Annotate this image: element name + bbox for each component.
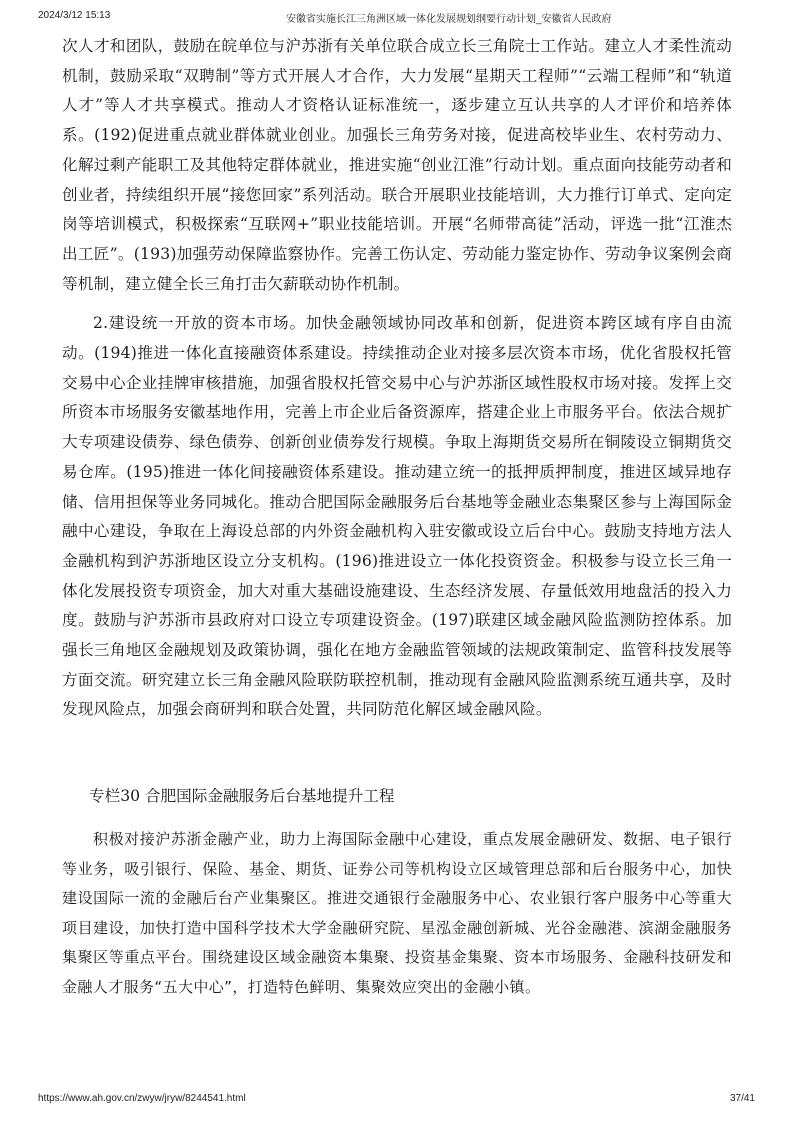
print-footer bbox=[0, 1093, 793, 1109]
page-url: https://www.ah.gov.cn/zwyw/jryw/8244541.html bbox=[38, 1093, 246, 1104]
column-title: 专栏30 合肥国际金融服务后台基地提升工程 bbox=[89, 787, 395, 805]
print-header bbox=[0, 10, 793, 26]
paragraph-talent: 次人才和团队，鼓励在皖单位与沪苏浙有关单位联合成立长三角院士工作站。建立人才柔性流动机制，鼓励采取“双聘制”等方式开展人才合作，大力发展“星期天工程师”“云端工程师”和“轨道人才”等人才共享模式。推动人才资格认证标准统一，逐步建立互认共享的人才评价和培养体系。(192)促进重点就业群体就业创业。加强长三角劳务对接，促进高校毕业生、农村劳动力、化解过剩产能职工及其他特定群体就业，推进实施“创业江淮”行动计划。重点面向技能劳动者和创业者，持续组织开展“接您回家”系列活动。联合开展职业技能培训，大力推行订单式、定向定岗等培训模式，积极探索“互联网+”职业技能培训。开展“名师带高徒”活动，评选一批“江淮杰出工匠”。(193)加强劳动保障监察协作。完善工伤认定、劳动能力鉴定协作、劳动争议案例会商等机制，建立健全长三角打击欠薪联动协作机制。 bbox=[62, 37, 732, 293]
page-number: 37/41 bbox=[729, 1093, 755, 1104]
column-text: 积极对接沪苏浙金融产业，助力上海国际金融中心建设，重点发展金融研发、数据、电子银行等业务，吸引银行、保险、基金、期货、证券公司等机构设立区域管理总部和后台服务中心，加快建设国际一流的金融后台产业集聚区。推进交通银行金融服务中心、农业银行客户服务中心等重大项目建设，加快打造中国科学技术大学金融研究院、星泓金融创新城、光谷金融港、滨湖金融服务集聚区等重点平台。围绕建设区域金融资本集聚、投资基金集聚、资本市场服务、金融科技研发和金融人才服务“五大中心”，打造特色鲜明、集聚效应突出的金融小镇。 bbox=[62, 830, 732, 996]
article-body bbox=[62, 32, 732, 725]
column-box bbox=[62, 825, 732, 1002]
print-datetime: 2024/3/12 15:13 bbox=[38, 10, 111, 21]
page-title: 安徽省实施长江三角洲区域一体化发展规划纲要行动计划_安徽省人民政府 bbox=[286, 14, 612, 25]
paragraph-capital-market: 2.建设统一开放的资本市场。加快金融领域协同改革和创新，促进资本跨区域有序自由流动。(194)推进一体化直接融资体系建设。持续推动企业对接多层次资本市场，优化省股权托管交易中心企业挂牌审核措施，加强省股权托管交易中心与沪苏浙区域性股权市场对接。发挥上交所资本市场服务安徽基地作用，完善上市企业后备资源库，搭建企业上市服务平台。依法合规扩大专项建设债券、绿色债券、创新创业债券发行规模。争取上海期货交易所在铜陵设立铜期货交易仓库。(195)推进一体化间接融资体系建设。推动建立统一的抵押质押制度，推进区域异地存储、信用担保等业务同城化。推动合肥国际金融服务后台基地等金融业态集聚区参与上海国际金融中心建设，争取在上海设总部的内外资金融机构入驻安徽或设立后台中心。鼓励支持地方法人金融机构到沪苏浙地区设立分支机构。(196)推进设立一体化投资资金。积极参与设立长三角一体化发展投资专项资金，加大对重大基础设施建设、生态经济发展、存量低效用地盘活的投入力度。鼓励与沪苏浙市县政府对口设立专项建设资金。(197)联建区域金融风险监测防控体系。加强长三角地区金融规划及政策协调，强化在地方金融监管领域的法规政策制定、监管科技发展等方面交流。研究建立长三角金融风险联防联控机制，推动现有金融风险监测系统互通共享，及时发现风险点，加强会商研判和联合处置，共同防范化解区域金融风险。 bbox=[62, 314, 732, 719]
